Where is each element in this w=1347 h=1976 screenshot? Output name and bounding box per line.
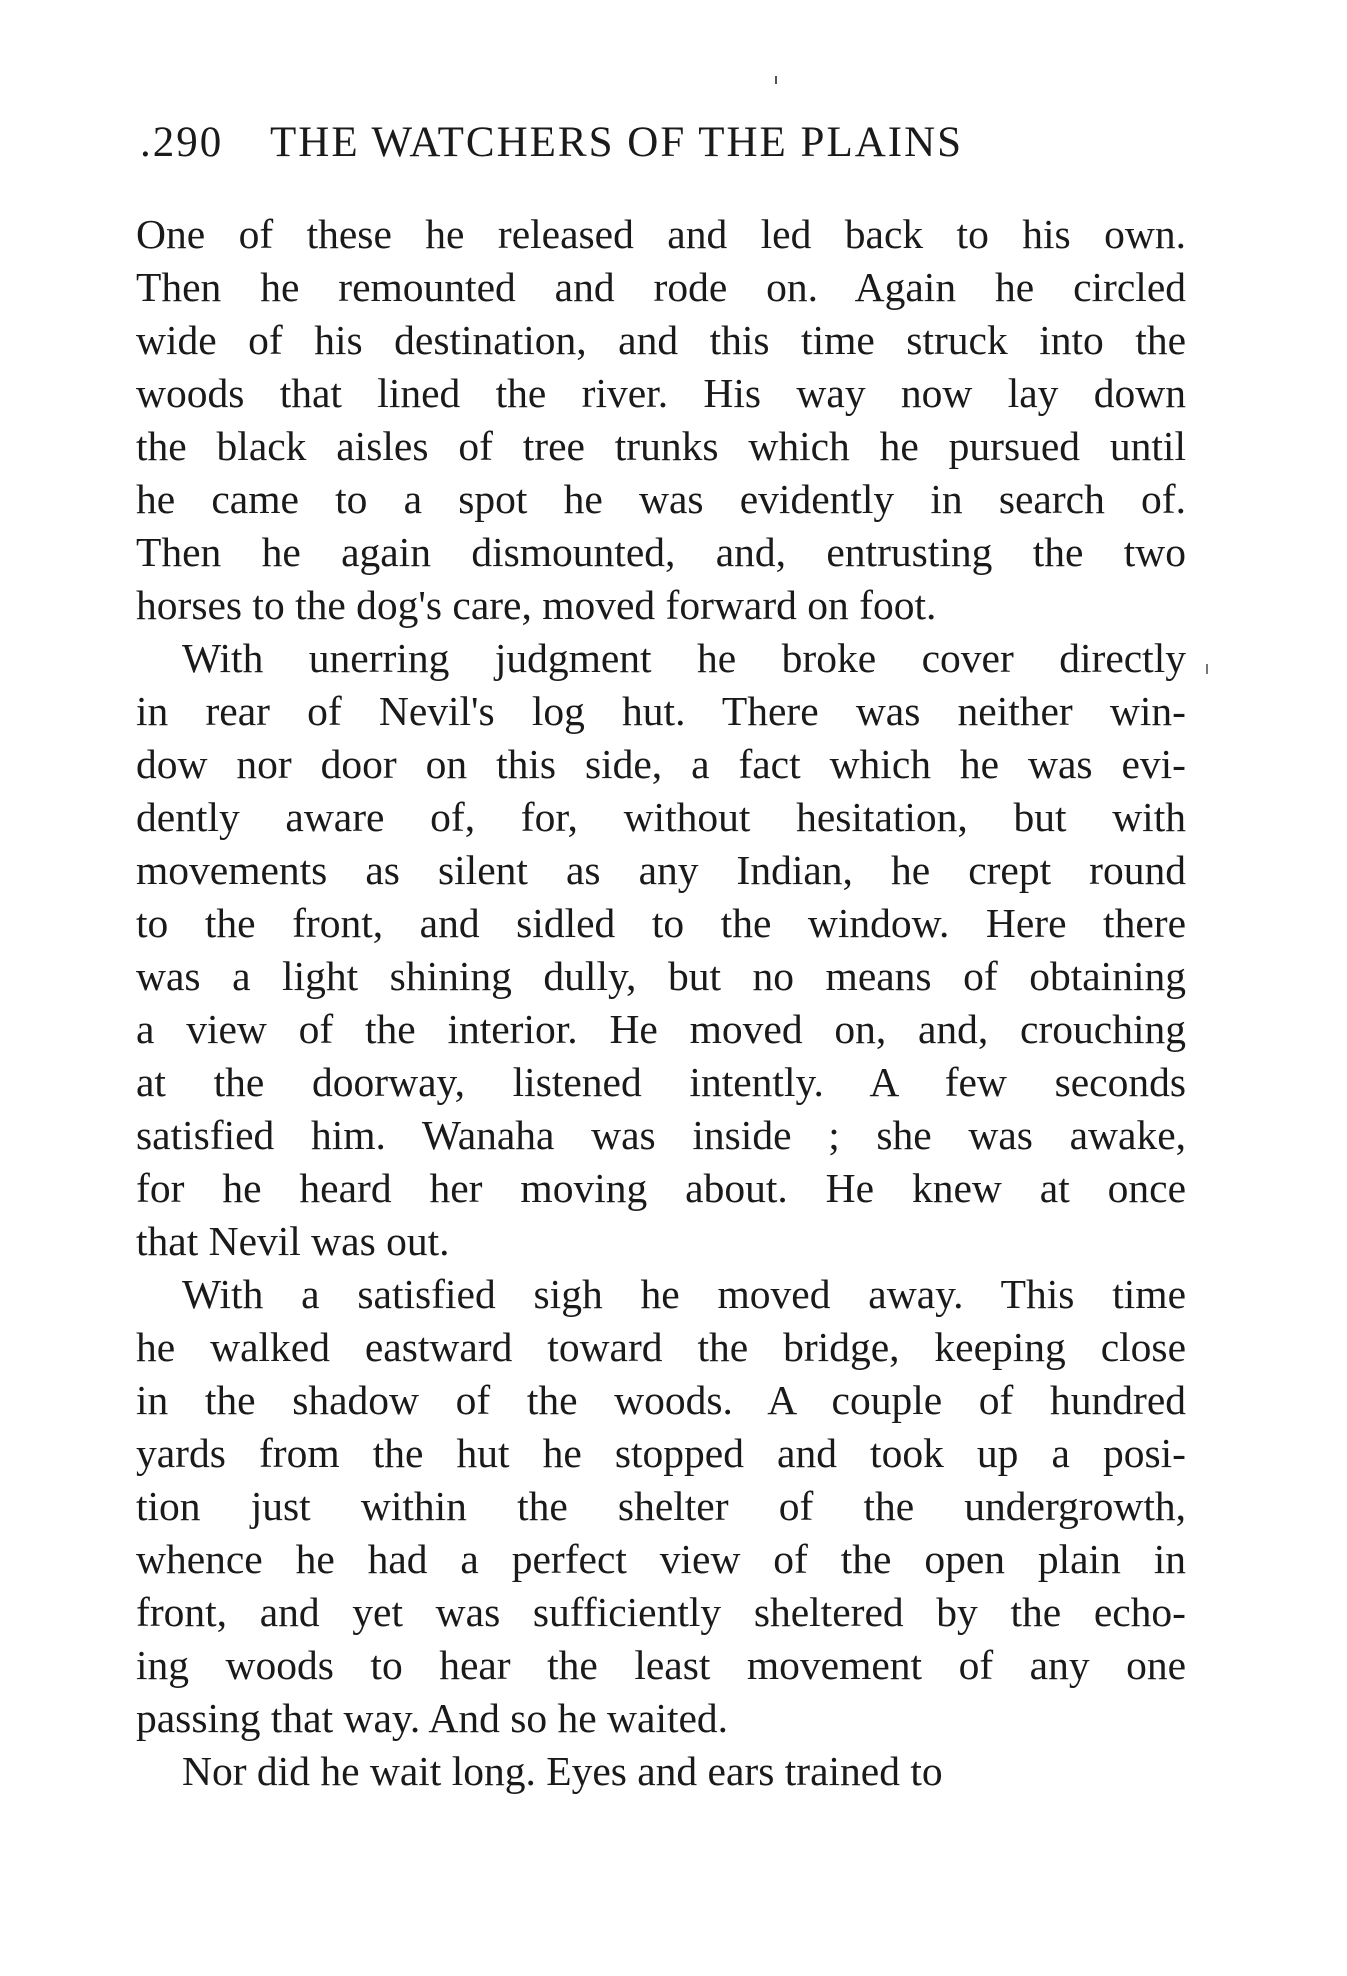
text-line: whence he had a perfect view of the open plain in — [136, 1536, 1186, 1582]
page-number: .290 — [140, 119, 224, 166]
text-line: Then he remounted and rode on. Again he circled — [136, 264, 1186, 310]
text-line: a view of the interior. He moved on, and, crouching — [136, 1006, 1186, 1052]
paragraph — [136, 208, 1186, 632]
text-line: was a light shining dully, but no means of obtaining — [136, 953, 1186, 999]
text-line: yards from the hut he stopped and took up a posi- — [136, 1430, 1186, 1476]
text-line: that Nevil was out. — [136, 1218, 450, 1264]
text-line: horses to the dog's care, moved forward on foot. — [136, 582, 937, 628]
text-line: at the doorway, listened intently. A few seconds — [136, 1059, 1186, 1105]
paragraph — [136, 1268, 1186, 1745]
body-text — [136, 208, 1186, 1798]
print-speck — [775, 76, 777, 84]
text-line: to the front, and sidled to the window. Here there — [136, 900, 1186, 946]
text-line: passing that way. And so he waited. — [136, 1695, 729, 1741]
text-line: Then he again dismounted, and, entrusting the two — [136, 529, 1186, 575]
text-line: in rear of Nevil's log hut. There was neither win- — [136, 688, 1186, 734]
paragraph — [136, 1745, 1186, 1798]
text-line: woods that lined the river. His way now lay down — [136, 370, 1186, 416]
text-line: Nor did he wait long. Eyes and ears trained to — [182, 1748, 943, 1794]
text-line: dow nor door on this side, a fact which he was evi- — [136, 741, 1186, 787]
text-line: ing woods to hear the least movement of any one — [136, 1642, 1186, 1688]
paragraph — [136, 632, 1186, 1268]
text-line: With unerring judgment he broke cover directly — [182, 635, 1186, 681]
text-line: wide of his destination, and this time struck into the — [136, 317, 1186, 363]
print-speck — [1206, 664, 1208, 674]
text-line: front, and yet was sufficiently sheltered by the echo- — [136, 1589, 1186, 1635]
text-line: movements as silent as any Indian, he crept round — [136, 847, 1186, 893]
text-line: the black aisles of tree trunks which he pursued until — [136, 423, 1186, 469]
text-line: in the shadow of the woods. A couple of hundred — [136, 1377, 1186, 1423]
text-line: tion just within the shelter of the undergrowth, — [136, 1483, 1186, 1529]
running-title: THE WATCHERS OF THE PLAINS — [270, 119, 964, 166]
text-line: he came to a spot he was evidently in search of. — [136, 476, 1186, 522]
text-line: he walked eastward toward the bridge, keeping close — [136, 1324, 1186, 1370]
text-line: With a satisfied sigh he moved away. This time — [182, 1271, 1186, 1317]
text-line: for he heard her moving about. He knew at once — [136, 1165, 1186, 1211]
text-line: One of these he released and led back to his own. — [136, 211, 1186, 257]
text-line: dently aware of, for, without hesitation, but with — [136, 794, 1186, 840]
running-head — [140, 118, 1180, 178]
text-line: satisfied him. Wanaha was inside ; she was awake, — [136, 1112, 1186, 1158]
